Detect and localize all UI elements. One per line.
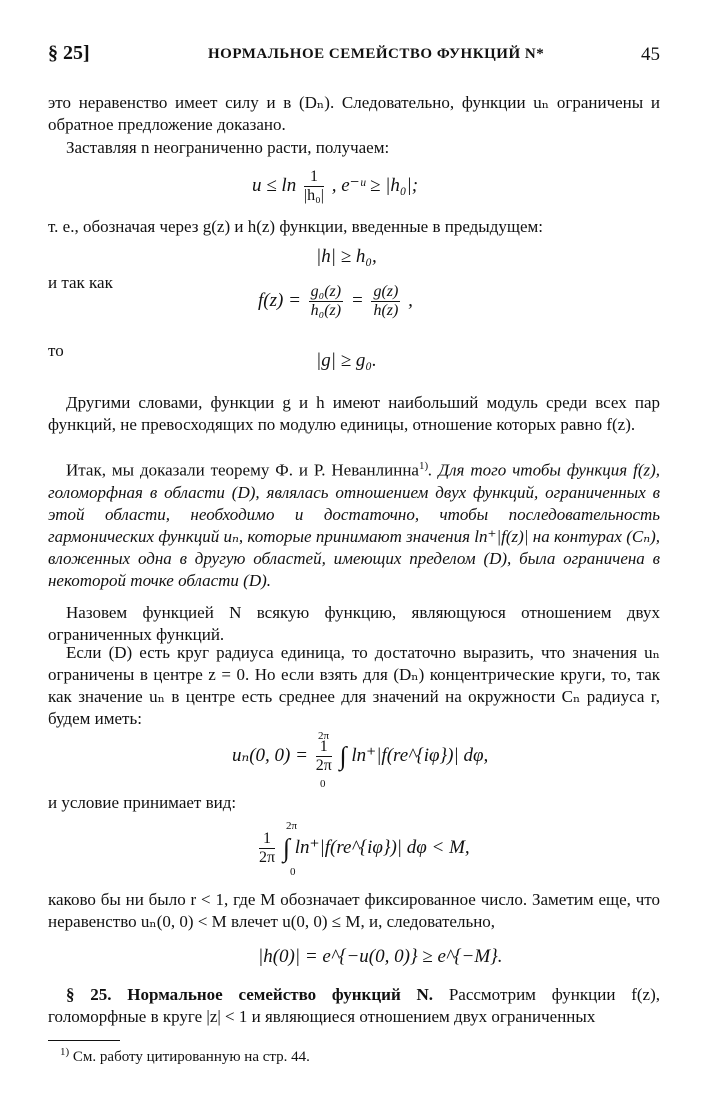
- formula-h-zero: |h(0)| = e^{−u(0, 0)} ≥ e^{−M}.: [258, 946, 503, 967]
- formula-mean-value: [232, 738, 488, 775]
- paragraph-6: Другими словами, функции g и h имеют наибольший модуль среди всех пар функций, не превосходящих по модулю единицы, отношение которых равно f(z).: [48, 393, 660, 434]
- paragraph-10: и условие принимает вид:: [48, 793, 237, 812]
- running-title: НОРМАЛЬНОЕ СЕМЕЙСТВО ФУНКЦИЙ N*: [208, 46, 545, 62]
- formula-condition: [256, 830, 470, 867]
- integral-sign: ∫: [282, 833, 290, 863]
- footnote-marker: 1): [60, 1046, 70, 1058]
- numerator: 1: [259, 830, 275, 849]
- fraction: [259, 830, 275, 867]
- integrand: ln⁺|f(re^{iφ})| dφ < M,: [294, 836, 470, 858]
- section-25-start: [48, 984, 660, 1028]
- numerator: 1: [304, 168, 324, 187]
- formula-f-ratio: [258, 283, 413, 320]
- paragraph-4: и так как: [48, 273, 113, 292]
- numerator: 1: [316, 738, 332, 757]
- paragraph-2: Заставляя n неограниченно расти, получаем:: [66, 138, 390, 157]
- denominator: h(z): [373, 302, 399, 319]
- denominator: h₀(z): [310, 302, 342, 319]
- paragraph-7: [48, 455, 660, 592]
- integrand: ln⁺|f(re^{iφ})| dφ,: [351, 744, 489, 766]
- formula-part: , e⁻ᵘ ≥ |h₀|;: [331, 174, 419, 196]
- footnote-text: См. работу цитированную на стр. 44.: [72, 1049, 310, 1065]
- numerator: g₀(z): [310, 283, 342, 300]
- running-header: [48, 42, 660, 72]
- formula-g-bound: |g| ≥ g₀.: [316, 350, 377, 371]
- fraction: [371, 283, 400, 320]
- section-body: Рассмотрим функции f(z), голоморфные в круге |z| < 1 и являющиеся отношением двух ограниченных: [48, 985, 661, 1026]
- formula-part: u ≤ ln: [252, 174, 297, 196]
- formula-part: ,: [408, 289, 413, 311]
- denominator: |h₀|: [303, 187, 324, 204]
- numerator: g(z): [373, 283, 399, 300]
- integral-sign: ∫: [339, 741, 347, 771]
- fraction: [304, 168, 324, 205]
- paragraph-1: это неравенство имеет силу и в (Dₙ). Следовательно, функции uₙ ограничены и обратное предложение доказано.: [48, 93, 660, 134]
- theorem-statement: . Для того чтобы функция f(z), голоморфная в области (D), являлась отношением двух функций, ограниченных в этой области, необходимо и достаточно, чтобы последовательность гармонических функций uₙ, которые принимают значения: [48, 460, 661, 546]
- footnote-ref: 1): [418, 460, 429, 472]
- fraction: [309, 283, 343, 320]
- fraction: [316, 738, 332, 775]
- paragraph-5: то: [48, 341, 64, 360]
- denominator: 2π: [259, 849, 276, 866]
- denominator: 2π: [315, 757, 332, 774]
- footnote-rule: [48, 1040, 120, 1041]
- theorem-intro: Итак, мы доказали теорему Ф. и Р. Неванлинна: [66, 460, 419, 480]
- formula-part: f(z) =: [258, 289, 301, 311]
- paragraph-8: Назовем функцией N всякую функцию, являющуюся отношением двух ограниченных функций.: [48, 603, 660, 644]
- paragraph-9: Если (D) есть круг радиуса единица, то достаточно выразить, что значения uₙ ограничены в центре z = 0. Но если взять для (Dₙ) концентрические круги, то, так как значение uₙ в центре есть среднее для значений на окружности Cₙ радиуса r, будем иметь:: [48, 643, 660, 728]
- section-mark: § 25]: [48, 42, 90, 64]
- integral-upper-limit: 2π: [318, 730, 330, 742]
- page-number: 45: [641, 44, 660, 65]
- paragraph-11: каково бы ни было r < 1, где M обозначает фиксированное число. Заметим еще, что неравенство uₙ(0, 0) < M влечет u(0, 0) ≤ M, и, следовательно,: [48, 890, 660, 931]
- integral-lower-limit: 0: [320, 778, 326, 790]
- formula-h-bound: |h| ≥ h₀,: [316, 246, 377, 267]
- footnote: [60, 1046, 310, 1066]
- paragraph-3: т. е., обозначая через g(z) и h(z) функции, введенные в предыдущем:: [48, 217, 543, 236]
- formula-part: =: [350, 289, 364, 311]
- integral-lower-limit: 0: [290, 866, 296, 878]
- section-heading: § 25. Нормальное семейство функций N.: [66, 985, 434, 1004]
- integral-upper-limit: 2π: [286, 820, 298, 832]
- formula-inequality-u: [252, 168, 418, 205]
- theorem-statement-cont: ln⁺|f(z)| на контурах (Cₙ), вложенных одна в другую областей, имеющих пределом (D), была ограничена в некоторой точке области (D).: [48, 526, 661, 590]
- formula-part: uₙ(0, 0) =: [232, 744, 308, 766]
